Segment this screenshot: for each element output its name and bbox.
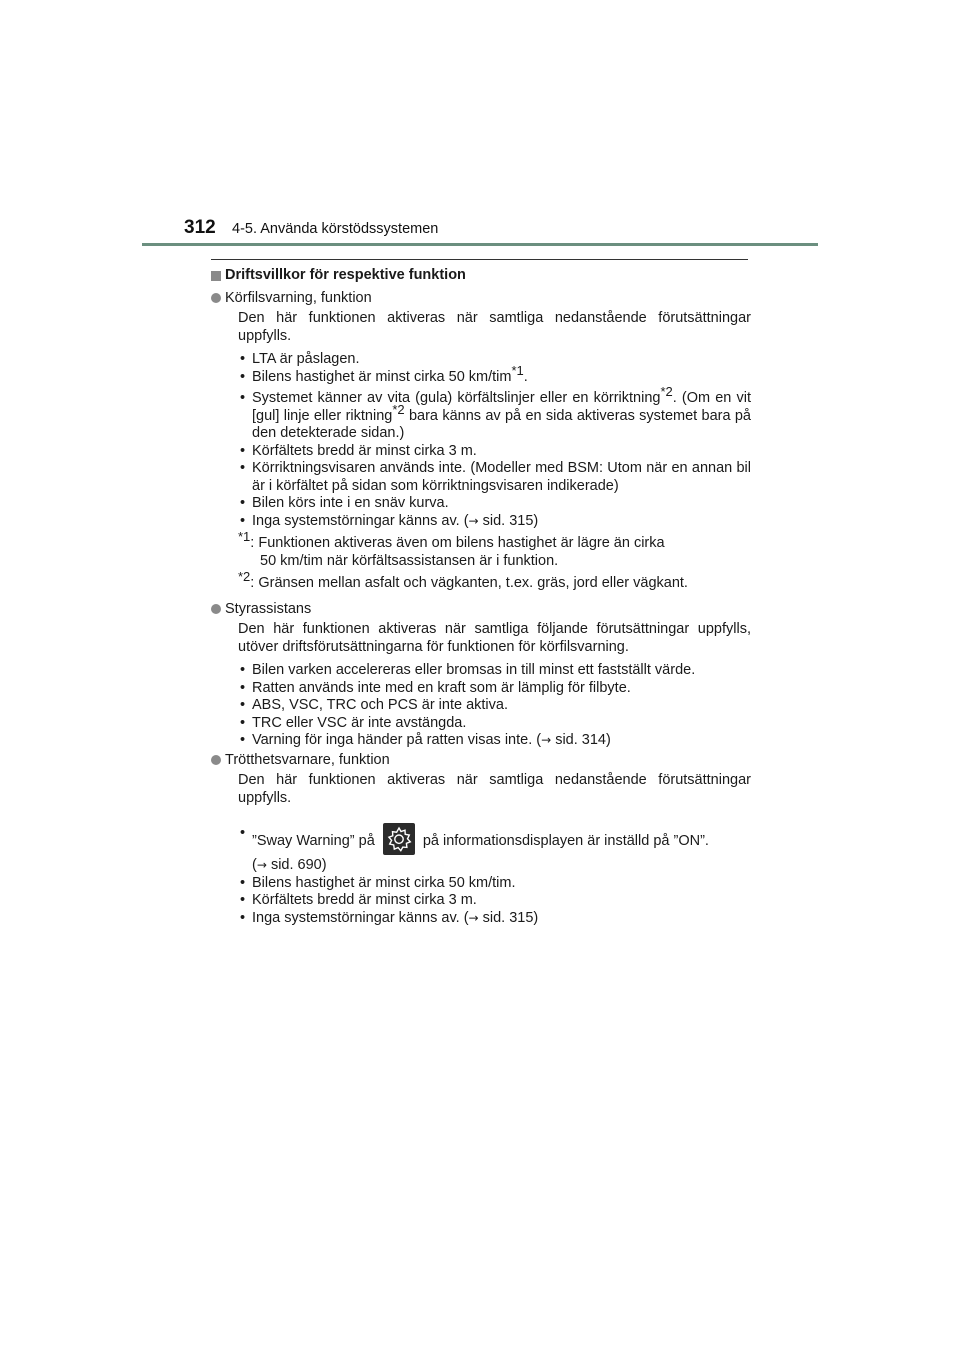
feature-intro: Den här funktionen aktiveras när samtliga nedanstående förutsättningar uppfylls. xyxy=(238,310,751,344)
footnote-ref: *2 xyxy=(660,384,673,400)
list-item: • LTA är påslagen. xyxy=(238,351,751,369)
page-reference[interactable]: sid. 314) xyxy=(555,732,611,748)
gear-icon xyxy=(383,823,415,855)
list-item: • TRC eller VSC är inte avstängda. xyxy=(238,715,751,733)
circle-bullet-icon xyxy=(211,604,221,614)
feature-intro: Den här funktionen aktiveras när samtliga följande förutsättningar uppfylls, utöver driftsförutsättningarna för funktionen för körfilsvarning. xyxy=(238,621,751,655)
page-header xyxy=(0,0,960,250)
list-item: • Inga systemstörningar känns av. (→ sid. 315) xyxy=(238,910,751,928)
list-item: • Körriktningsvisaren används inte. (Modeller med BSM: Utom när en annan bil är i körfältet på sidan som körriktningsvisaren indikerade) xyxy=(238,460,751,495)
feature-heading-sway xyxy=(211,752,751,770)
list-item: • Bilen körs inte i en snäv kurva. xyxy=(238,495,751,513)
feature-title: Körfilsvarning, funktion xyxy=(225,289,372,306)
feature-heading-lane-departure xyxy=(211,290,751,308)
feature-intro: Den här funktionen aktiveras när samtliga nedanstående förutsättningar uppfylls. xyxy=(238,772,751,806)
arrow-icon: → xyxy=(468,910,479,925)
footnote-ref: *2 xyxy=(392,401,405,417)
page-reference[interactable]: sid. 690) xyxy=(270,857,327,873)
footnote-2: $^{*2}$: Gränsen mellan asfalt och vägkanten, t.ex. gräs, jord eller vägkant. xyxy=(238,569,688,591)
feature-title: Styrassistans xyxy=(225,600,312,617)
list-item: • Körfältets bredd är minst cirka 3 m. xyxy=(238,892,751,910)
circle-bullet-icon xyxy=(211,755,221,765)
section-divider xyxy=(211,259,748,260)
list-item: • ABS, VSC, TRC och PCS är inte aktiva. xyxy=(238,697,751,715)
list-item: • Varning för inga händer på ratten visas inte. (→ sid. 314) xyxy=(238,732,751,750)
list-item: • ”Sway Warning” på på informationsdisplayen är inställd på ”ON”. (→ sid. 690) xyxy=(238,825,751,875)
page-reference[interactable]: sid. 315) xyxy=(482,909,539,926)
section-title: Driftsvillkor för respektive funktion xyxy=(225,267,466,283)
square-bullet-icon xyxy=(211,271,221,281)
list-item: • Bilens hastighet är minst cirka 50 km/tim$^{*1}$. xyxy=(238,369,751,387)
feature-heading-steering xyxy=(211,601,751,619)
list-item: • Körfältets bredd är minst cirka 3 m. xyxy=(238,443,751,461)
feature-title: Trötthetsvarnare, funktion xyxy=(225,751,390,768)
footnote-1: $^{*1}$: Funktionen aktiveras även om bilens hastighet är lägre än cirka 50 km/tim när körfältsassistansen är i funktion. xyxy=(238,529,665,569)
section-heading xyxy=(211,267,751,285)
condition-list-sway xyxy=(211,825,751,927)
header-divider xyxy=(142,243,818,246)
list-item: • Bilens hastighet är minst cirka 50 km/tim. xyxy=(238,875,751,893)
arrow-icon: → xyxy=(256,858,267,872)
list-item: • Inga systemstörningar känns av. (→ sid. 315) xyxy=(238,513,751,531)
list-item: • Bilen varken accelereras eller bromsas in till minst ett fastställt värde. xyxy=(238,662,751,680)
list-item: • Ratten används inte med en kraft som är lämplig för filbyte. xyxy=(238,680,751,698)
arrow-icon: → xyxy=(468,513,479,528)
circle-bullet-icon xyxy=(211,293,221,303)
footnote-ref: *1 xyxy=(511,362,524,378)
chapter-title: 4-5. Använda körstödssystemen xyxy=(232,221,439,237)
page-reference[interactable]: sid. 315) xyxy=(482,512,539,529)
list-item: • Systemet känner av vita (gula) körfältslinjer eller en körriktning$^{*2}$. (Om en vit [gul] linje eller riktning$^{*2}$ bara känns av på en sida aktiveras systemet bara på den detekterade sidan.) xyxy=(238,390,751,443)
page-number: 312 xyxy=(184,217,216,238)
condition-list-lane-departure xyxy=(211,351,751,530)
condition-list-steering xyxy=(211,662,751,750)
page-content xyxy=(211,265,751,927)
arrow-icon: → xyxy=(541,733,552,747)
